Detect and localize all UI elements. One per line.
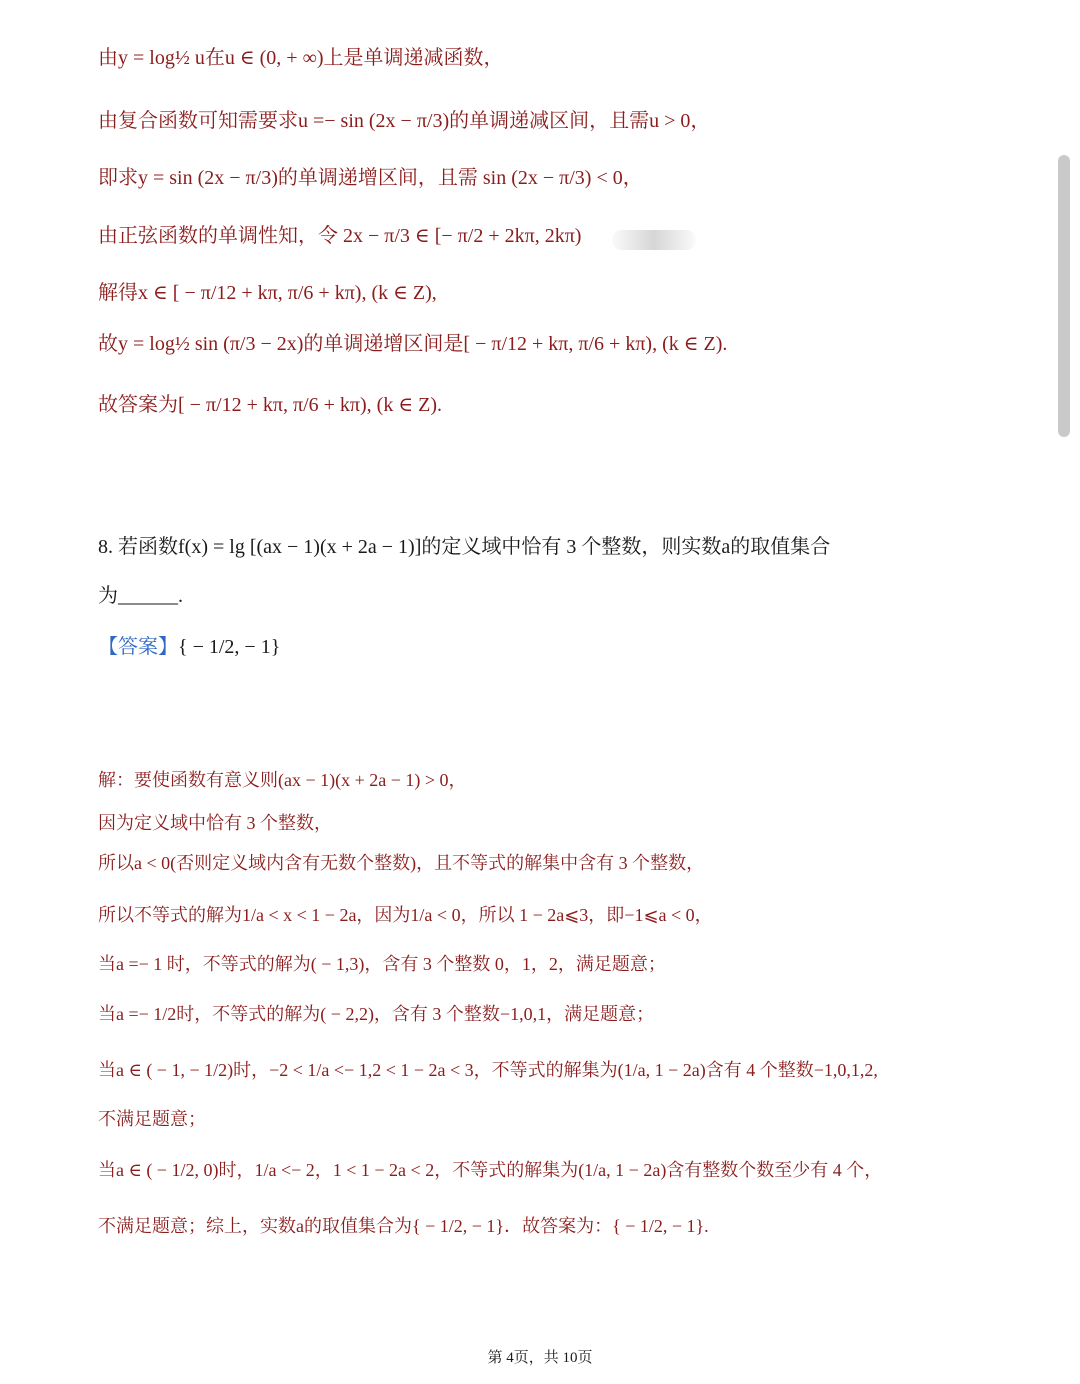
solution8-line-1: 解：要使函数有意义则(ax − 1)(x + 2a − 1) > 0， <box>98 770 467 790</box>
solution8-line-9: 当a ∈ ( − 1/2, 0)时，1/a <− 2，1 < 1 − 2a < 2，不等式的解集为(1/a, 1 − 2a)含有整数个数至少有 4 个， <box>98 1160 883 1180</box>
solution7-line-5: 解得x ∈ [ − π/12 + kπ, π/6 + kπ), (k ∈ Z), <box>98 282 437 304</box>
solution7-line-3: 即求y = sin (2x − π/3)的单调递增区间，且需 sin (2x − π/3) < 0， <box>98 167 643 189</box>
question8-blank: 为______. <box>98 585 183 607</box>
solution8-line-2: 因为定义域中恰有 3 个整数， <box>98 813 332 833</box>
solution8-line-6: 当a =− 1/2时，不等式的解为( − 2,2)，含有 3 个整数−1,0,1，满足题意； <box>98 1004 655 1024</box>
solution7-line-4: 由正弦函数的单调性知，令 2x − π/3 ∈ [− π/2 + 2kπ, 2kπ) <box>98 225 582 247</box>
solution7-line-6: 故y = log½ sin (π/3 − 2x)的单调递增区间是[ − π/12 + kπ, π/6 + kπ), (k ∈ Z). <box>98 333 728 355</box>
solution7-line-1: 由y = log½ u在u ∈ (0, + ∞)上是单调递减函数， <box>98 47 504 69</box>
answer-tag: 【答案】 <box>98 636 178 658</box>
solution8-line-4: 所以不等式的解为1/a < x < 1 − 2a，因为1/a < 0，所以 1 − 2a⩽3，即−1⩽a < 0， <box>98 905 713 925</box>
answer-value: { − 1/2, − 1} <box>178 636 281 658</box>
scrollbar-thumb[interactable] <box>1058 155 1070 437</box>
page-footer: 第 4页，共 10页 <box>487 1350 593 1366</box>
redaction-blur <box>612 230 696 250</box>
solution8-line-7: 当a ∈ ( − 1, − 1/2)时，−2 < 1/a <− 1,2 < 1 − 2a < 3，不等式的解集为(1/a, 1 − 2a)含有 4 个整数−1,0,1,2, <box>98 1060 878 1080</box>
solution7-line-7: 故答案为[ − π/12 + kπ, π/6 + kπ), (k ∈ Z). <box>98 394 443 416</box>
solution7-line-2: 由复合函数可知需要求u =− sin (2x − π/3)的单调递减区间，且需u > 0， <box>98 110 711 132</box>
question8-answer <box>98 633 280 661</box>
solution8-line-10: 不满足题意；综上，实数a的取值集合为{ − 1/2, − 1}．故答案为：{ − 1/2, − 1}. <box>98 1216 709 1236</box>
solution8-line-8: 不满足题意； <box>98 1109 206 1129</box>
solution8-line-3: 所以a < 0(否则定义域内含有无数个整数)，且不等式的解集中含有 3 个整数， <box>98 853 705 873</box>
question8-text: 8. 若函数f(x) = lg [(ax − 1)(x + 2a − 1)]的定义域中恰有 3 个整数，则实数a的取值集合 <box>98 536 831 558</box>
solution8-line-5: 当a =− 1 时，不等式的解为( − 1,3)，含有 3 个整数 0，1，2，满足题意； <box>98 954 666 974</box>
